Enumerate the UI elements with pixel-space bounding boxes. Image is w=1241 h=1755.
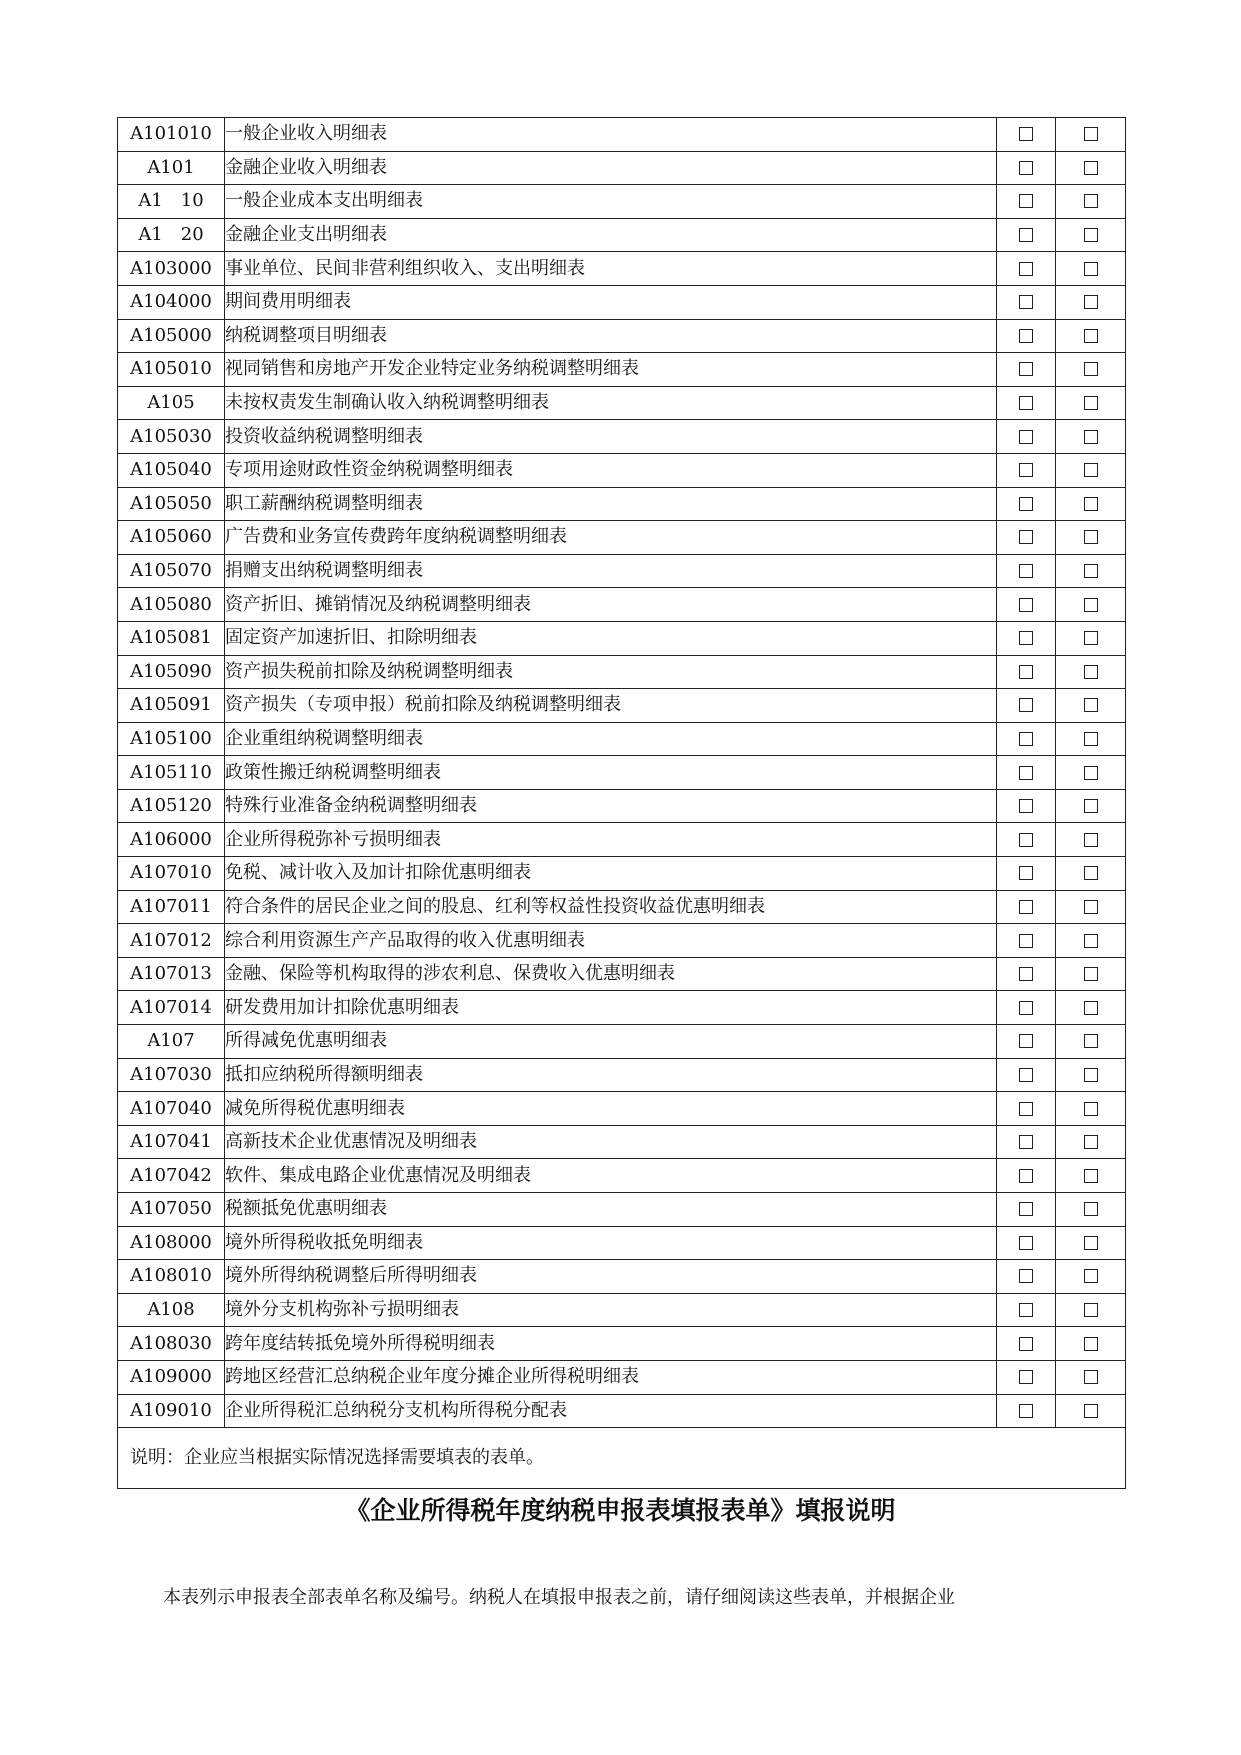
checkbox-icon[interactable] [1019, 362, 1033, 376]
checkbox-icon[interactable] [1019, 967, 1033, 981]
select-checkbox-1-cell [997, 1159, 1056, 1193]
select-checkbox-2-cell [1056, 420, 1126, 454]
checkbox-icon[interactable] [1019, 564, 1033, 578]
select-checkbox-2-cell [1056, 285, 1126, 319]
form-name: 企业所得税汇总纳税分支机构所得税分配表 [225, 1394, 997, 1428]
table-row [118, 1125, 1126, 1159]
select-checkbox-2-cell [1056, 924, 1126, 958]
select-checkbox-2-cell [1056, 756, 1126, 790]
table-row [118, 386, 1126, 420]
checkbox-icon[interactable] [1084, 866, 1098, 880]
checkbox-icon[interactable] [1019, 631, 1033, 645]
checkbox-icon[interactable] [1019, 732, 1033, 746]
select-checkbox-1-cell [997, 185, 1056, 219]
table-row [118, 890, 1126, 924]
checkbox-icon[interactable] [1019, 799, 1033, 813]
table-row [118, 655, 1126, 689]
checkbox-icon[interactable] [1084, 295, 1098, 309]
table-row [118, 1293, 1126, 1327]
form-code: A107010 [118, 857, 225, 891]
form-name: 境外所得纳税调整后所得明细表 [225, 1260, 997, 1294]
checkbox-icon[interactable] [1019, 1068, 1033, 1082]
select-checkbox-2-cell [1056, 218, 1126, 252]
form-code: A107012 [118, 924, 225, 958]
form-code: A105030 [118, 420, 225, 454]
select-checkbox-2-cell [1056, 386, 1126, 420]
select-checkbox-1-cell [997, 621, 1056, 655]
checkbox-icon[interactable] [1019, 396, 1033, 410]
select-checkbox-2-cell [1056, 857, 1126, 891]
select-checkbox-2-cell [1056, 487, 1126, 521]
checkbox-icon[interactable] [1019, 900, 1033, 914]
table-row [118, 756, 1126, 790]
table-row [118, 319, 1126, 353]
table-row [118, 588, 1126, 622]
form-code: A1 10 [118, 185, 225, 219]
checkbox-icon[interactable] [1084, 228, 1098, 242]
select-checkbox-2-cell [1056, 588, 1126, 622]
form-name: 纳税调整项目明细表 [225, 319, 997, 353]
select-checkbox-1-cell [997, 957, 1056, 991]
form-name: 金融、保险等机构取得的涉农利息、保费收入优惠明细表 [225, 957, 997, 991]
checkbox-icon[interactable] [1084, 732, 1098, 746]
table-row [118, 554, 1126, 588]
form-code: A105070 [118, 554, 225, 588]
table-row [118, 285, 1126, 319]
checkbox-icon[interactable] [1019, 463, 1033, 477]
select-checkbox-1-cell [997, 1025, 1056, 1059]
checkbox-icon[interactable] [1019, 1169, 1033, 1183]
checkbox-icon[interactable] [1084, 598, 1098, 612]
form-code: A109010 [118, 1394, 225, 1428]
checkbox-icon[interactable] [1019, 161, 1033, 175]
checkbox-icon[interactable] [1084, 1068, 1098, 1082]
select-checkbox-2-cell [1056, 789, 1126, 823]
select-checkbox-2-cell [1056, 1193, 1126, 1227]
table-row [118, 689, 1126, 723]
table-row [118, 420, 1126, 454]
form-list-table [117, 117, 1126, 1489]
select-checkbox-1-cell [997, 689, 1056, 723]
select-checkbox-2-cell [1056, 621, 1126, 655]
checkbox-icon[interactable] [1084, 1034, 1098, 1048]
select-checkbox-1-cell [997, 487, 1056, 521]
select-checkbox-2-cell [1056, 957, 1126, 991]
document-title: 《企业所得税年度纳税申报表填报表单》填报说明 [345, 1496, 896, 1525]
form-code: A106000 [118, 823, 225, 857]
select-checkbox-2-cell [1056, 1260, 1126, 1294]
checkbox-icon[interactable] [1084, 698, 1098, 712]
form-code: A108 [118, 1293, 225, 1327]
checkbox-icon[interactable] [1019, 1034, 1033, 1048]
form-code: A105010 [118, 353, 225, 387]
form-code: A105090 [118, 655, 225, 689]
checkbox-icon[interactable] [1084, 430, 1098, 444]
form-name: 跨地区经营汇总纳税企业年度分摊企业所得税明细表 [225, 1360, 997, 1394]
checkbox-icon[interactable] [1019, 665, 1033, 679]
table-row [118, 1394, 1126, 1428]
select-checkbox-2-cell [1056, 991, 1126, 1025]
checkbox-icon[interactable] [1019, 228, 1033, 242]
checkbox-icon[interactable] [1084, 900, 1098, 914]
table-row [118, 789, 1126, 823]
form-code: A107 [118, 1025, 225, 1059]
checkbox-icon[interactable] [1019, 127, 1033, 141]
form-name: 跨年度结转抵免境外所得税明细表 [225, 1327, 997, 1361]
checkbox-icon[interactable] [1084, 194, 1098, 208]
checkbox-icon[interactable] [1084, 530, 1098, 544]
select-checkbox-1-cell [997, 151, 1056, 185]
select-checkbox-2-cell [1056, 151, 1126, 185]
select-checkbox-1-cell [997, 453, 1056, 487]
form-code: A101010 [118, 118, 225, 152]
form-name: 税额抵免优惠明细表 [225, 1193, 997, 1227]
table-row [118, 1226, 1126, 1260]
checkbox-icon[interactable] [1019, 530, 1033, 544]
select-checkbox-2-cell [1056, 1092, 1126, 1126]
form-code: A105100 [118, 722, 225, 756]
checkbox-icon[interactable] [1084, 1303, 1098, 1317]
select-checkbox-1-cell [997, 722, 1056, 756]
checkbox-icon[interactable] [1019, 598, 1033, 612]
checkbox-icon[interactable] [1019, 1337, 1033, 1351]
select-checkbox-2-cell [1056, 1058, 1126, 1092]
form-code: A105050 [118, 487, 225, 521]
checkbox-icon[interactable] [1084, 967, 1098, 981]
form-name: 捐赠支出纳税调整明细表 [225, 554, 997, 588]
checkbox-icon[interactable] [1084, 329, 1098, 343]
form-name: 综合利用资源生产产品取得的收入优惠明细表 [225, 924, 997, 958]
table-row [118, 1260, 1126, 1294]
select-checkbox-1-cell [997, 789, 1056, 823]
checkbox-icon[interactable] [1084, 161, 1098, 175]
checkbox-icon[interactable] [1019, 329, 1033, 343]
select-checkbox-1-cell [997, 1260, 1056, 1294]
table-row [118, 252, 1126, 286]
form-code: A107050 [118, 1193, 225, 1227]
select-checkbox-2-cell [1056, 353, 1126, 387]
checkbox-icon[interactable] [1019, 1202, 1033, 1216]
form-name: 所得减免优惠明细表 [225, 1025, 997, 1059]
select-checkbox-2-cell [1056, 521, 1126, 555]
select-checkbox-1-cell [997, 1394, 1056, 1428]
table-row [118, 722, 1126, 756]
select-checkbox-1-cell [997, 857, 1056, 891]
select-checkbox-1-cell [997, 319, 1056, 353]
checkbox-icon[interactable] [1084, 1337, 1098, 1351]
checkbox-icon[interactable] [1084, 934, 1098, 948]
table-row [118, 1092, 1126, 1126]
form-name: 未按权责发生制确认收入纳税调整明细表 [225, 386, 997, 420]
form-code: A105000 [118, 319, 225, 353]
checkbox-icon[interactable] [1084, 564, 1098, 578]
form-code: A108000 [118, 1226, 225, 1260]
select-checkbox-1-cell [997, 1360, 1056, 1394]
select-checkbox-2-cell [1056, 823, 1126, 857]
checkbox-icon[interactable] [1019, 262, 1033, 276]
form-code: A107030 [118, 1058, 225, 1092]
form-name: 资产损失（专项申报）税前扣除及纳税调整明细表 [225, 689, 997, 723]
checkbox-icon[interactable] [1019, 766, 1033, 780]
checkbox-icon[interactable] [1084, 1404, 1098, 1418]
select-checkbox-1-cell [997, 118, 1056, 152]
form-name: 一般企业成本支出明细表 [225, 185, 997, 219]
form-name: 软件、集成电路企业优惠情况及明细表 [225, 1159, 997, 1193]
form-code: A105080 [118, 588, 225, 622]
checkbox-icon[interactable] [1084, 262, 1098, 276]
checkbox-icon[interactable] [1019, 194, 1033, 208]
table-row [118, 1025, 1126, 1059]
checkbox-icon[interactable] [1084, 1236, 1098, 1250]
select-checkbox-1-cell [997, 1193, 1056, 1227]
select-checkbox-1-cell [997, 991, 1056, 1025]
form-name: 免税、减计收入及加计扣除优惠明细表 [225, 857, 997, 891]
form-name: 专项用途财政性资金纳税调整明细表 [225, 453, 997, 487]
table-row [118, 924, 1126, 958]
form-code: A105060 [118, 521, 225, 555]
table-row [118, 991, 1126, 1025]
select-checkbox-1-cell [997, 756, 1056, 790]
select-checkbox-2-cell [1056, 655, 1126, 689]
checkbox-icon[interactable] [1019, 1102, 1033, 1116]
checkbox-icon[interactable] [1084, 1370, 1098, 1384]
form-code: A103000 [118, 252, 225, 286]
select-checkbox-1-cell [997, 218, 1056, 252]
form-code: A1 20 [118, 218, 225, 252]
checkbox-icon[interactable] [1084, 127, 1098, 141]
checkbox-icon[interactable] [1019, 698, 1033, 712]
form-name: 特殊行业准备金纳税调整明细表 [225, 789, 997, 823]
form-name: 减免所得税优惠明细表 [225, 1092, 997, 1126]
checkbox-icon[interactable] [1084, 463, 1098, 477]
checkbox-icon[interactable] [1019, 934, 1033, 948]
table-row [118, 823, 1126, 857]
select-checkbox-1-cell [997, 554, 1056, 588]
form-name: 资产损失税前扣除及纳税调整明细表 [225, 655, 997, 689]
table-row [118, 118, 1126, 152]
checkbox-icon[interactable] [1084, 1169, 1098, 1183]
form-name: 政策性搬迁纳税调整明细表 [225, 756, 997, 790]
select-checkbox-1-cell [997, 1226, 1056, 1260]
select-checkbox-2-cell [1056, 1394, 1126, 1428]
select-checkbox-2-cell [1056, 1360, 1126, 1394]
form-code: A105 [118, 386, 225, 420]
form-code: A105040 [118, 453, 225, 487]
checkbox-icon[interactable] [1019, 1303, 1033, 1317]
form-code: A107013 [118, 957, 225, 991]
table-row [118, 185, 1126, 219]
form-name: 期间费用明细表 [225, 285, 997, 319]
table-note: 说明：企业应当根据实际情况选择需要填表的表单。 [118, 1428, 1126, 1489]
select-checkbox-1-cell [997, 353, 1056, 387]
select-checkbox-1-cell [997, 252, 1056, 286]
table-row [118, 1327, 1126, 1361]
form-name: 视同销售和房地产开发企业特定业务纳税调整明细表 [225, 353, 997, 387]
checkbox-icon[interactable] [1019, 866, 1033, 880]
form-code: A101 [118, 151, 225, 185]
select-checkbox-1-cell [997, 1058, 1056, 1092]
form-name: 境外所得税收抵免明细表 [225, 1226, 997, 1260]
table-row [118, 353, 1126, 387]
form-code: A107040 [118, 1092, 225, 1126]
select-checkbox-2-cell [1056, 1327, 1126, 1361]
form-name: 境外分支机构弥补亏损明细表 [225, 1293, 997, 1327]
form-code: A107042 [118, 1159, 225, 1193]
form-code: A105110 [118, 756, 225, 790]
form-name: 职工薪酬纳税调整明细表 [225, 487, 997, 521]
select-checkbox-2-cell [1056, 185, 1126, 219]
select-checkbox-1-cell [997, 1327, 1056, 1361]
select-checkbox-1-cell [997, 386, 1056, 420]
select-checkbox-2-cell [1056, 689, 1126, 723]
checkbox-icon[interactable] [1084, 1001, 1098, 1015]
form-name: 固定资产加速折旧、扣除明细表 [225, 621, 997, 655]
select-checkbox-2-cell [1056, 554, 1126, 588]
checkbox-icon[interactable] [1084, 631, 1098, 645]
checkbox-icon[interactable] [1019, 1370, 1033, 1384]
form-code: A108010 [118, 1260, 225, 1294]
table-row [118, 151, 1126, 185]
form-name: 高新技术企业优惠情况及明细表 [225, 1125, 997, 1159]
checkbox-icon[interactable] [1084, 396, 1098, 410]
form-code: A108030 [118, 1327, 225, 1361]
form-name: 金融企业收入明细表 [225, 151, 997, 185]
select-checkbox-2-cell [1056, 1125, 1126, 1159]
checkbox-icon[interactable] [1084, 1135, 1098, 1149]
checkbox-icon[interactable] [1084, 833, 1098, 847]
form-name: 符合条件的居民企业之间的股息、红利等权益性投资收益优惠明细表 [225, 890, 997, 924]
table-row [118, 1360, 1126, 1394]
form-code: A105091 [118, 689, 225, 723]
select-checkbox-1-cell [997, 420, 1056, 454]
checkbox-icon[interactable] [1019, 1236, 1033, 1250]
checkbox-icon[interactable] [1019, 1269, 1033, 1283]
checkbox-icon[interactable] [1019, 430, 1033, 444]
form-name: 金融企业支出明细表 [225, 218, 997, 252]
select-checkbox-1-cell [997, 588, 1056, 622]
checkbox-icon[interactable] [1019, 1135, 1033, 1149]
body-paragraph: 本表列示申报表全部表单名称及编号。纳税人在填报申报表之前，请仔细阅读这些表单，并根据企业 [163, 1587, 955, 1608]
form-code: A107014 [118, 991, 225, 1025]
checkbox-icon[interactable] [1084, 1202, 1098, 1216]
form-code: A107011 [118, 890, 225, 924]
select-checkbox-2-cell [1056, 453, 1126, 487]
form-name: 企业所得税弥补亏损明细表 [225, 823, 997, 857]
select-checkbox-1-cell [997, 890, 1056, 924]
form-name: 抵扣应纳税所得额明细表 [225, 1058, 997, 1092]
select-checkbox-2-cell [1056, 1226, 1126, 1260]
select-checkbox-1-cell [997, 1125, 1056, 1159]
form-code: A109000 [118, 1360, 225, 1394]
checkbox-icon[interactable] [1084, 766, 1098, 780]
table-row [118, 487, 1126, 521]
form-code: A104000 [118, 285, 225, 319]
select-checkbox-1-cell [997, 285, 1056, 319]
note-row [118, 1428, 1126, 1489]
table-row [118, 1058, 1126, 1092]
checkbox-icon[interactable] [1084, 799, 1098, 813]
form-name: 一般企业收入明细表 [225, 118, 997, 152]
checkbox-icon[interactable] [1019, 1404, 1033, 1418]
form-name: 投资收益纳税调整明细表 [225, 420, 997, 454]
form-name: 企业重组纳税调整明细表 [225, 722, 997, 756]
select-checkbox-1-cell [997, 521, 1056, 555]
checkbox-icon[interactable] [1084, 1102, 1098, 1116]
form-list-body [118, 118, 1126, 1428]
select-checkbox-2-cell [1056, 118, 1126, 152]
checkbox-icon[interactable] [1084, 1269, 1098, 1283]
select-checkbox-2-cell [1056, 1025, 1126, 1059]
select-checkbox-1-cell [997, 1092, 1056, 1126]
form-name: 研发费用加计扣除优惠明细表 [225, 991, 997, 1025]
form-name: 事业单位、民间非营利组织收入、支出明细表 [225, 252, 997, 286]
checkbox-icon[interactable] [1019, 1001, 1033, 1015]
select-checkbox-2-cell [1056, 890, 1126, 924]
table-row [118, 1193, 1126, 1227]
table-row [118, 957, 1126, 991]
select-checkbox-1-cell [997, 823, 1056, 857]
table-row [118, 218, 1126, 252]
select-checkbox-2-cell [1056, 319, 1126, 353]
table-row [118, 521, 1126, 555]
select-checkbox-1-cell [997, 924, 1056, 958]
select-checkbox-2-cell [1056, 722, 1126, 756]
table-row [118, 621, 1126, 655]
select-checkbox-2-cell [1056, 1159, 1126, 1193]
form-code: A105120 [118, 789, 225, 823]
select-checkbox-2-cell [1056, 1293, 1126, 1327]
select-checkbox-2-cell [1056, 252, 1126, 286]
select-checkbox-1-cell [997, 1293, 1056, 1327]
checkbox-icon[interactable] [1084, 362, 1098, 376]
checkbox-icon[interactable] [1019, 295, 1033, 309]
checkbox-icon[interactable] [1019, 833, 1033, 847]
checkbox-icon[interactable] [1019, 497, 1033, 511]
table-row [118, 857, 1126, 891]
form-name: 资产折旧、摊销情况及纳税调整明细表 [225, 588, 997, 622]
form-code: A105081 [118, 621, 225, 655]
checkbox-icon[interactable] [1084, 665, 1098, 679]
select-checkbox-1-cell [997, 655, 1056, 689]
form-name: 广告费和业务宣传费跨年度纳税调整明细表 [225, 521, 997, 555]
form-code: A107041 [118, 1125, 225, 1159]
table-row [118, 1159, 1126, 1193]
table-row [118, 453, 1126, 487]
checkbox-icon[interactable] [1084, 497, 1098, 511]
